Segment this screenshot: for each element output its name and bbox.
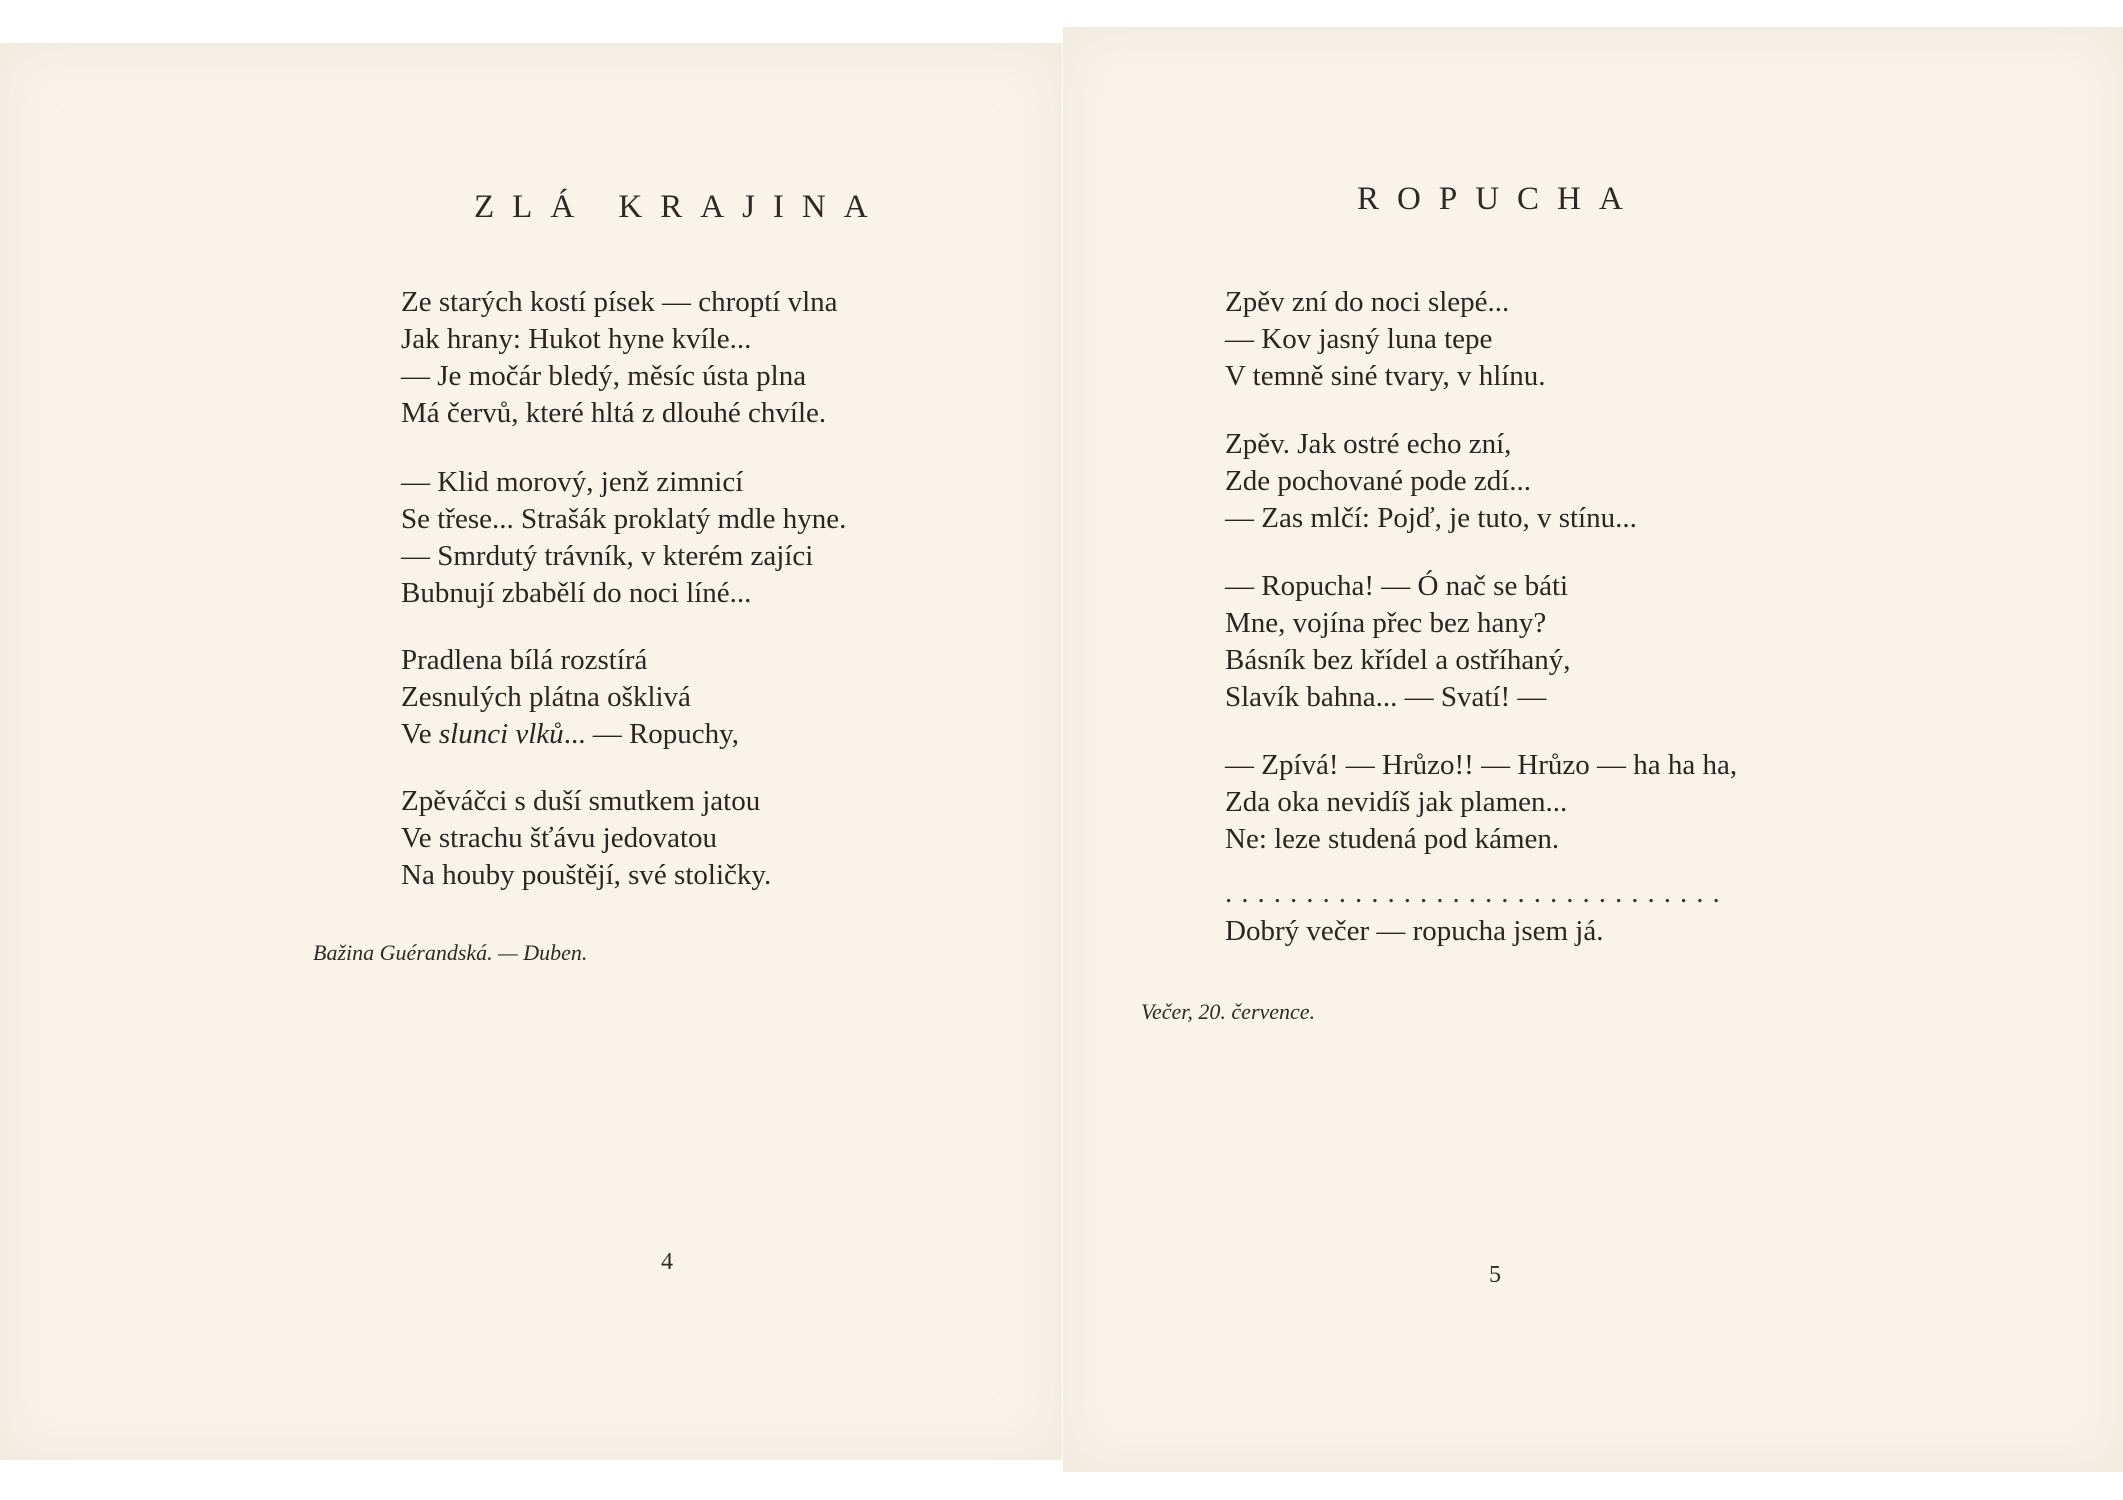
- page-number: 5: [1489, 1262, 1501, 1288]
- verse-line: Mne, vojína přec bez hany?: [1225, 607, 1547, 639]
- stanza-1: [1225, 284, 1546, 395]
- verse-line: Zda oka nevidíš jak plamen...: [1225, 786, 1568, 818]
- place-date-note: Večer, 20. července.: [1141, 999, 1316, 1024]
- verse-line: Zesnulých plátna ošklivá: [401, 681, 691, 713]
- verse-line: Slavík bahna... — Svatí! —: [1225, 681, 1547, 713]
- right-page: [1063, 27, 2123, 1472]
- place-date-note: Bažina Guérandská. — Duben.: [313, 940, 588, 965]
- verse-line: — Ropucha! — Ó nač se báti: [1225, 570, 1569, 602]
- verse-line: Má červů, které hltá z dlouhé chvíle.: [401, 397, 827, 429]
- verse-line: V temně siné tvary, v hlínu.: [1225, 360, 1546, 392]
- stanza-4: [401, 783, 771, 894]
- verse-line: Zpěv zní do noci slepé...: [1225, 286, 1510, 318]
- verse-line: Bubnují zbabělí do noci líné...: [401, 577, 752, 609]
- verse-line: — Kov jasný luna tepe: [1225, 323, 1493, 355]
- verse-line: Dobrý večer — ropucha jsem já.: [1225, 915, 1604, 947]
- verse-line: Ne: leze studená pod kámen.: [1225, 823, 1560, 855]
- verse-line: — Klid morový, jenž zimnicí: [401, 466, 744, 498]
- verse-suffix: ... — Ropuchy,: [563, 718, 740, 750]
- verse-line: Jak hrany: Hukot hyne kvíle...: [401, 323, 752, 355]
- poem-title-zla-krajina: ZLÁ KRAJINA: [474, 189, 886, 225]
- verse-line: — Zas mlčí: Pojď, je tuto, v stínu...: [1225, 502, 1637, 534]
- stanza-2: [401, 464, 846, 612]
- verse-line: Zde pochované pode zdí...: [1225, 465, 1532, 497]
- verse-line: Se třese... Strašák proklatý mdle hyne.: [401, 503, 847, 535]
- stanza-3: [401, 642, 739, 753]
- verse-line: Na houby pouštějí, své stoličky.: [401, 859, 772, 891]
- verse-line: — Zpívá! — Hrůzo!! — Hrůzo — ha ha ha,: [1225, 749, 1738, 781]
- verse-line: — Je močár bledý, měsíc ústa plna: [401, 360, 807, 392]
- verse-line: Zpěváčci s duší smutkem jatou: [401, 785, 761, 817]
- stanza-1: [401, 284, 838, 432]
- verse-line: — Smrdutý trávník, v kterém zajíci: [401, 540, 814, 572]
- verse-line: Pradlena bílá rozstírá: [401, 644, 648, 676]
- verse-prefix: Ve: [401, 718, 439, 750]
- closing-line: [1225, 913, 1603, 950]
- verse-line: Básník bez křídel a ostříhaný,: [1225, 644, 1571, 676]
- verse-italic: slunci vlků: [438, 718, 564, 750]
- verse-line: Ve strachu šťávu jedovatou: [401, 822, 717, 854]
- left-page: [0, 43, 1062, 1460]
- poem-title-ropucha: ROPUCHA: [1357, 181, 1641, 217]
- stanza-3: [1225, 568, 1571, 716]
- dotted-separator: ...............................: [1225, 877, 1729, 909]
- verse-line-mixed: [401, 716, 739, 753]
- stanza-4: [1225, 747, 1737, 858]
- separator-line: [1225, 877, 1729, 910]
- stanza-2: [1225, 426, 1637, 537]
- verse-line: Zpěv. Jak ostré echo zní,: [1225, 428, 1512, 460]
- page-number: 4: [661, 1249, 673, 1275]
- verse-line: Ze starých kostí písek — chroptí vlna: [401, 286, 838, 318]
